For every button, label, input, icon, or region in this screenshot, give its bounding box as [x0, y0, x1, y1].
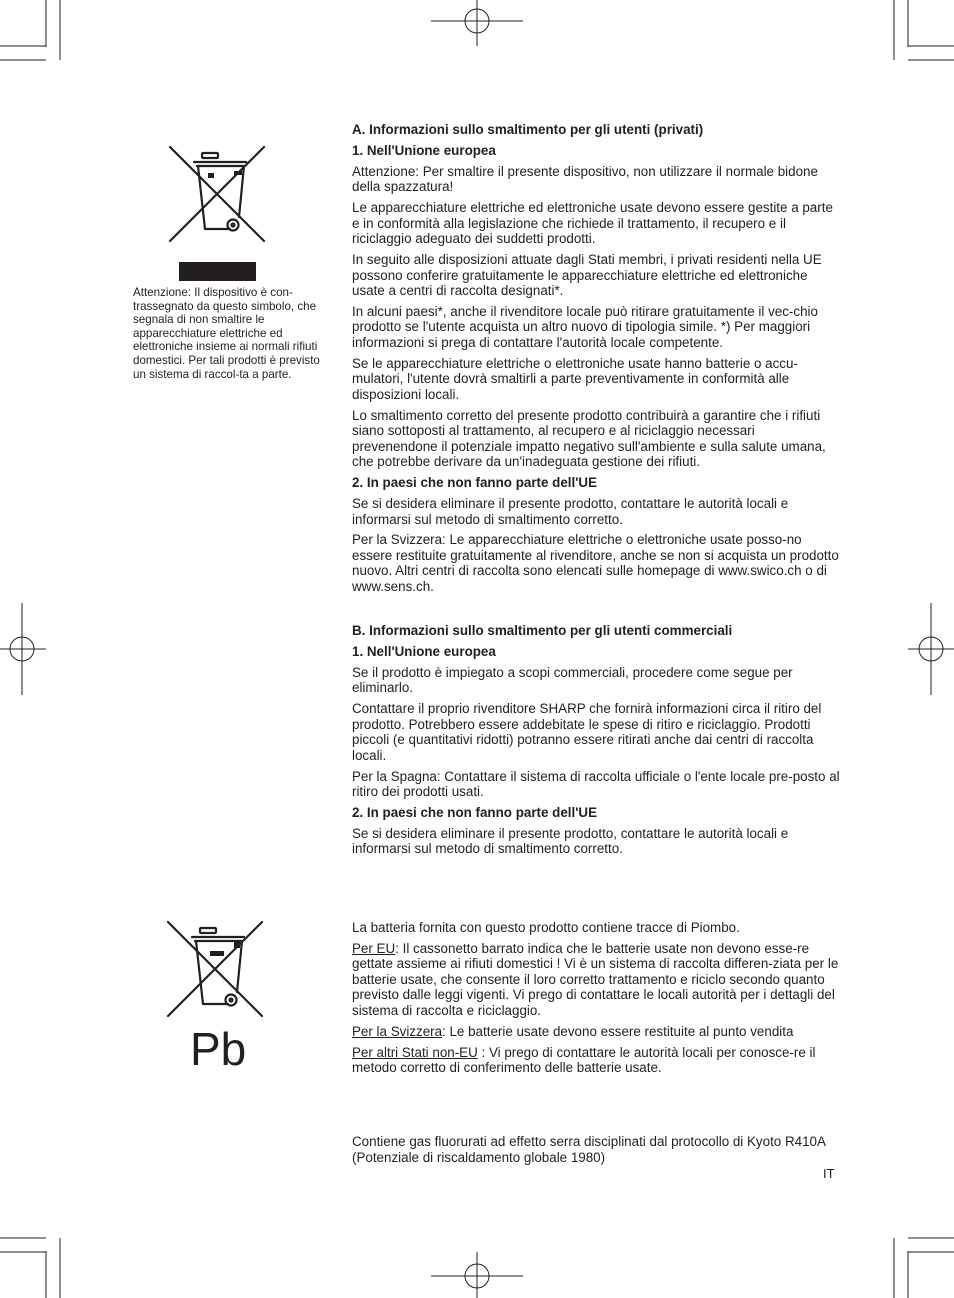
crossed-out-battery-bin-icon — [166, 920, 266, 1018]
main-column-section-b — [352, 623, 842, 862]
section-a-eu-paragraph: Le apparecchiature elettriche ed elettroniche usate devono essere gestite a parte e in conformità alla legislazione che richiede il trattamento, il recupero e il riciclaggio adeguato dei suddetti prodotti. — [352, 200, 833, 247]
battery-other-text: : Vi prego di contattare le autorità locali per conosce-re il metodo corretto di conferimento delle batterie usate. — [352, 1044, 816, 1076]
battery-other-label: Per altri Stati non-EU — [352, 1044, 478, 1060]
section-a-eu-paragraph: Attenzione: Per smaltire il presente dispositivo, non utilizzare il normale bidone della spazzatura! — [352, 163, 818, 195]
black-bar — [179, 262, 256, 281]
lead-symbol-label: Pb — [190, 1023, 247, 1075]
section-b-non-eu-heading: 2. In paesi che non fanno parte dell'UE — [352, 804, 598, 820]
section-a-eu-paragraph: Lo smaltimento corretto del presente prodotto contribuirà a garantire che i rifiuti siano sottoposti al trattamento, al recupero e al riciclaggio necessari prevenendone il potenziale impatto negativo sull'ambiente e sulla salute umana, che potrebbe derivare da un'inadeguata gestione dei rifiuti. — [352, 407, 826, 470]
section-a-eu-paragraph: In alcuni paesi*, anche il rivenditore locale può ritirare gratuitamente il vec-chio prodotto se l'utente acquista un altro nuovo di tipologia simile. *) Per maggiori informazioni si prega di contattare l'autorità locale competente. — [352, 303, 818, 350]
section-a-title: A. Informazioni sullo smaltimento per gli utenti (privati) — [352, 122, 704, 137]
battery-other-paragraph — [352, 1045, 842, 1076]
battery-ch-label: Per la Svizzera — [352, 1023, 443, 1039]
battery-eu-label: Per EU — [352, 940, 396, 956]
language-code: IT — [823, 1166, 835, 1181]
section-a-eu-paragraph: Se le apparecchiature elettriche o elettroniche usate hanno batterie o accu-mulatori, l'utente dovrà smaltirli a parte preventivamente in conformità alle disposizioni locali. — [352, 355, 798, 402]
battery-eu-paragraph — [352, 941, 842, 1019]
battery-text — [352, 920, 842, 1081]
section-b-eu-paragraph: Per la Spagna: Contattare il sistema di raccolta ufficiale o l'ente locale pre-posto al ritiro dei prodotti usati. — [352, 768, 840, 800]
section-b-non-eu-paragraph: Se si desidera eliminare il presente prodotto, contattare le autorità locali e informarsi sul metodo di smaltimento corretto. — [352, 825, 789, 857]
section-b-title: B. Informazioni sullo smaltimento per gli utenti commerciali — [352, 623, 733, 638]
section-b-eu-paragraph: Contattare il proprio rivenditore SHARP che fornirà informazioni circa il ritiro del prodotto. Potrebbero essere addebitate le spese di ritiro e riciclaggio. Prodotti piccoli (e quantitativi ridotti) potranno essere ritirati anche dai centri di raccolta locali. — [352, 701, 822, 763]
battery-eu-text: : Il cassonetto barrato indica che le batterie usate non devono esse-re gettate assieme ai rifiuti domestici ! Vi è un sistema di raccolta differen-ziata per le batterie usate, che consente il loro corretto trattamento e riciclo secondo quanto previsto dalle leggi vigenti. Vi prego di contattare le locali autorità per i dettagli del sistema di raccolta e riciclaggio. — [352, 940, 839, 1018]
battery-intro: La batteria fornita con questo prodotto contiene tracce di Piombo. — [352, 920, 740, 935]
section-a-non-eu-heading: 2. In paesi che non fanno parte dell'UE — [352, 475, 598, 491]
section-b-eu-paragraph: Se il prodotto è impiegato a scopi commerciali, procedere come segue per eliminarlo. — [352, 664, 793, 696]
main-column-top — [352, 122, 842, 600]
section-a-eu-heading: 1. Nell'Unione europea — [352, 142, 496, 158]
gas-note-block — [352, 1134, 842, 1170]
section-a-non-eu-paragraph: Per la Svizzera: Le apparecchiature elettriche o elettroniche usate posso-no essere restituite gratuitamente al rivenditore, anche se non si acquista un prodotto nuovo. Altri centri di raccolta sono elencati sulle homepage di www.swico.ch o di www.sens.ch. — [352, 532, 839, 594]
battery-ch-text: : Le batterie usate devono essere restituite al punto vendita — [442, 1023, 794, 1039]
section-a-eu-paragraph: In seguito alle disposizioni attuate dagli Stati membri, i privati residenti nella UE possono conferire gratuitamente le apparecchiature elettriche ed elettroniche usate a centri di raccolta designati*. — [352, 252, 822, 299]
section-a-non-eu-paragraph: Se si desidera eliminare il presente prodotto, contattare le autorità locali e informarsi sul metodo di smaltimento corretto. — [352, 496, 789, 527]
battery-ch-paragraph — [352, 1024, 842, 1040]
section-b-eu-heading: 1. Nell'Unione europea — [352, 643, 496, 659]
side-note: Attenzione: Il dispositivo è con-trassegnato da questo simbolo, che segnala di non smaltire le apparecchiature elettriche ed elettroniche insieme ai normali rifiuti domestici. Per tali prodotti è previsto un sistema di raccol-ta a parte. — [133, 286, 320, 381]
gas-note: Contiene gas fluorurati ad effetto serra disciplinati dal protocollo di Kyoto R410A (Potenziale di riscaldamento globale 1980) — [352, 1134, 826, 1165]
crossed-out-bin-icon — [168, 145, 268, 243]
